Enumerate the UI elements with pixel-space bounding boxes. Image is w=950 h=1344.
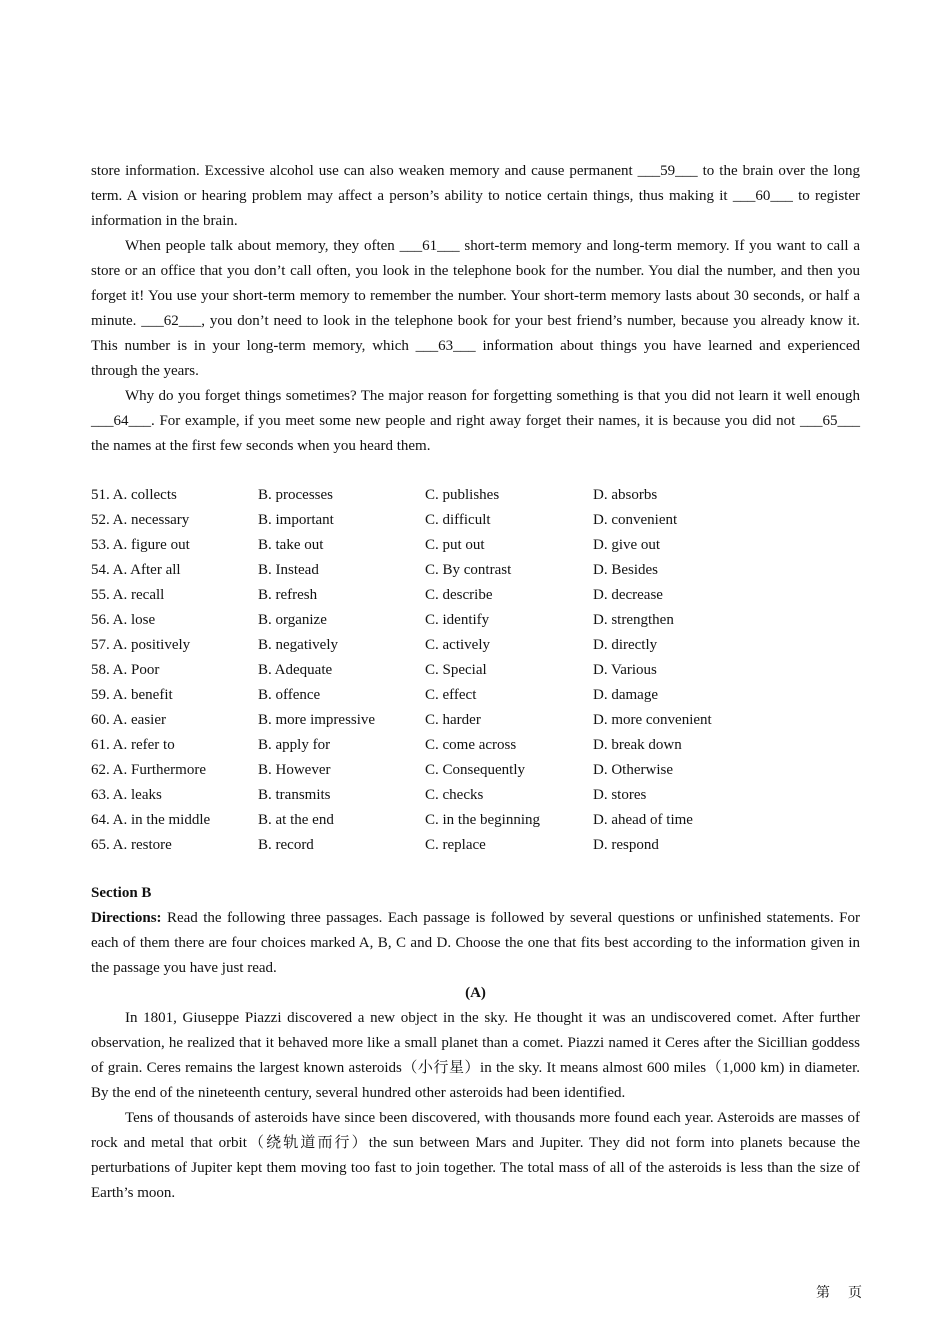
option-row [91,608,791,633]
option-choice: 60. A. easier [91,712,166,728]
option-choice: C. actively [425,637,490,653]
option-choice: C. harder [425,712,481,728]
footer-page-label-right: 页 [848,1285,862,1301]
option-choice: 58. A. Poor [91,662,160,678]
option-choice: D. Besides [593,562,658,578]
option-choice: B. important [258,512,334,528]
option-row [91,733,791,758]
option-row [91,783,791,808]
option-choice: B. processes [258,487,333,503]
option-choice: B. take out [258,537,324,553]
option-row [91,508,791,533]
passage-paragraph: store information. Excessive alcohol use can also weaken memory and cause permanent ___59___ to the brain over the long term. A vision or hearing problem may affect a person’s ability to notice certain things, thus making it ___60___ to register information in the brain. [91,163,860,229]
option-choice: D. stores [593,787,647,803]
directions-label: Directions: [91,910,162,926]
option-row [91,683,791,708]
option-choice: C. publishes [425,487,500,503]
option-choice: 52. A. necessary [91,512,190,528]
option-choice: C. replace [425,837,486,853]
option-choice: D. respond [593,837,659,853]
footer-page-label-left: 第 [816,1285,830,1301]
option-choice: 64. A. in the middle [91,812,211,828]
passage-label: (A) [465,985,486,1001]
option-choice: 59. A. benefit [91,687,173,703]
option-choice: C. By contrast [425,562,512,578]
option-choice: C. describe [425,587,493,603]
reading-paragraph: In 1801, Giuseppe Piazzi discovered a new object in the sky. He thought it was an undiscovered comet. After further observation, he realized that it behaved more like a small planet than a comet. Piazzi named it Ceres after the Sicillian goddess of grain. Ceres remains the largest known asteroids（小行星）in the sky. It means almost 600 miles（1,000 km) in diameter. By the end of the nineteenth century, several hundred other asteroids had been identified. [91,1010,860,1101]
option-choice: C. identify [425,612,490,628]
option-choice: B. offence [258,687,321,703]
option-choice: 55. A. recall [91,587,165,603]
option-choice: D. strengthen [593,612,674,628]
option-choice: D. give out [593,537,661,553]
option-row [91,708,791,733]
option-row [91,658,791,683]
directions [91,906,860,981]
option-choice: B. transmits [258,787,331,803]
option-choice: B. negatively [258,637,338,653]
option-choice: B. apply for [258,737,331,753]
passage-paragraph: Why do you forget things sometimes? The major reason for forgetting something is that you did not learn it well enough ___64___. For example, if you meet some new people and right away forget their names, it is because you did not ___65___ the names at the first few seconds when you heard them. [91,388,860,454]
option-choice: 61. A. refer to [91,737,175,753]
option-choice: C. checks [425,787,484,803]
option-choice: B. at the end [258,812,334,828]
option-choice: C. come across [425,737,517,753]
option-choice: D. ahead of time [593,812,693,828]
option-row [91,558,791,583]
option-choice: B. organize [258,612,327,628]
option-choice: B. However [258,762,331,778]
option-row [91,633,791,658]
option-choice: 51. A. collects [91,487,177,503]
option-choice: C. Consequently [425,762,525,778]
option-choice: B. more impressive [258,712,376,728]
option-choice: C. put out [425,537,485,553]
option-row [91,583,791,608]
option-row [91,808,791,833]
option-choice: D. more convenient [593,712,712,728]
reading-paragraph: Tens of thousands of asteroids have since been discovered, with thousands more found each year. Asteroids are masses of rock and metal that orbit（绕轨道而行）the sun between Mars and Jupiter. They did not form into planets because the perturbations of Jupiter kept them moving too fast to join together. The total mass of all of the asteroids is less than the size of Earth’s moon. [91,1110,860,1201]
option-choice: D. absorbs [593,487,658,503]
option-choice: D. damage [593,687,658,703]
option-row [91,533,791,558]
passage-paragraph: When people talk about memory, they often ___61___ short-term memory and long-term memory. If you want to call a store or an office that you don’t call often, you look in the telephone book for the number. You dial the number, and then you forget it! You use your short-term memory to remember the number. Your short-term memory lasts about 30 seconds, or half a minute. ___62___, you don’t need to look in the telephone book for your best friend’s number, because you already know it. This number is in your long-term memory, which ___63___ information about things you have learned and experienced through the years. [91,238,860,379]
option-choice: C. difficult [425,512,491,528]
option-choice: B. Adequate [258,662,333,678]
option-choice: 63. A. leaks [91,787,162,803]
option-choice: D. decrease [593,587,663,603]
option-row [91,833,791,858]
section-b [91,881,860,1206]
option-choice: D. directly [593,637,658,653]
answer-options-table [91,483,791,858]
option-choice: D. break down [593,737,682,753]
option-choice: 57. A. positively [91,637,191,653]
option-row [91,483,791,508]
option-choice: 56. A. lose [91,612,156,628]
directions-text: Read the following three passages. Each passage is followed by several questions or unfinished statements. For each of them there are four choices marked A, B, C and D. Choose the one that fits best according to the information given in the passage you have just read. [91,910,860,976]
option-choice: B. Instead [258,562,319,578]
option-choice: C. Special [425,662,487,678]
option-choice: D. convenient [593,512,678,528]
cloze-passage [91,159,860,459]
page-footer [816,1282,862,1302]
option-choice: 53. A. figure out [91,537,190,553]
option-choice: 65. A. restore [91,837,172,853]
option-choice: B. refresh [258,587,318,603]
option-choice: 62. A. Furthermore [91,762,206,778]
option-choice: C. effect [425,687,477,703]
option-choice: D. Various [593,662,657,678]
option-choice: D. Otherwise [593,762,673,778]
option-choice: 54. A. After all [91,562,181,578]
option-choice: B. record [258,837,314,853]
section-heading: Section B [91,885,152,901]
option-row [91,758,791,783]
option-choice: C. in the beginning [425,812,540,828]
